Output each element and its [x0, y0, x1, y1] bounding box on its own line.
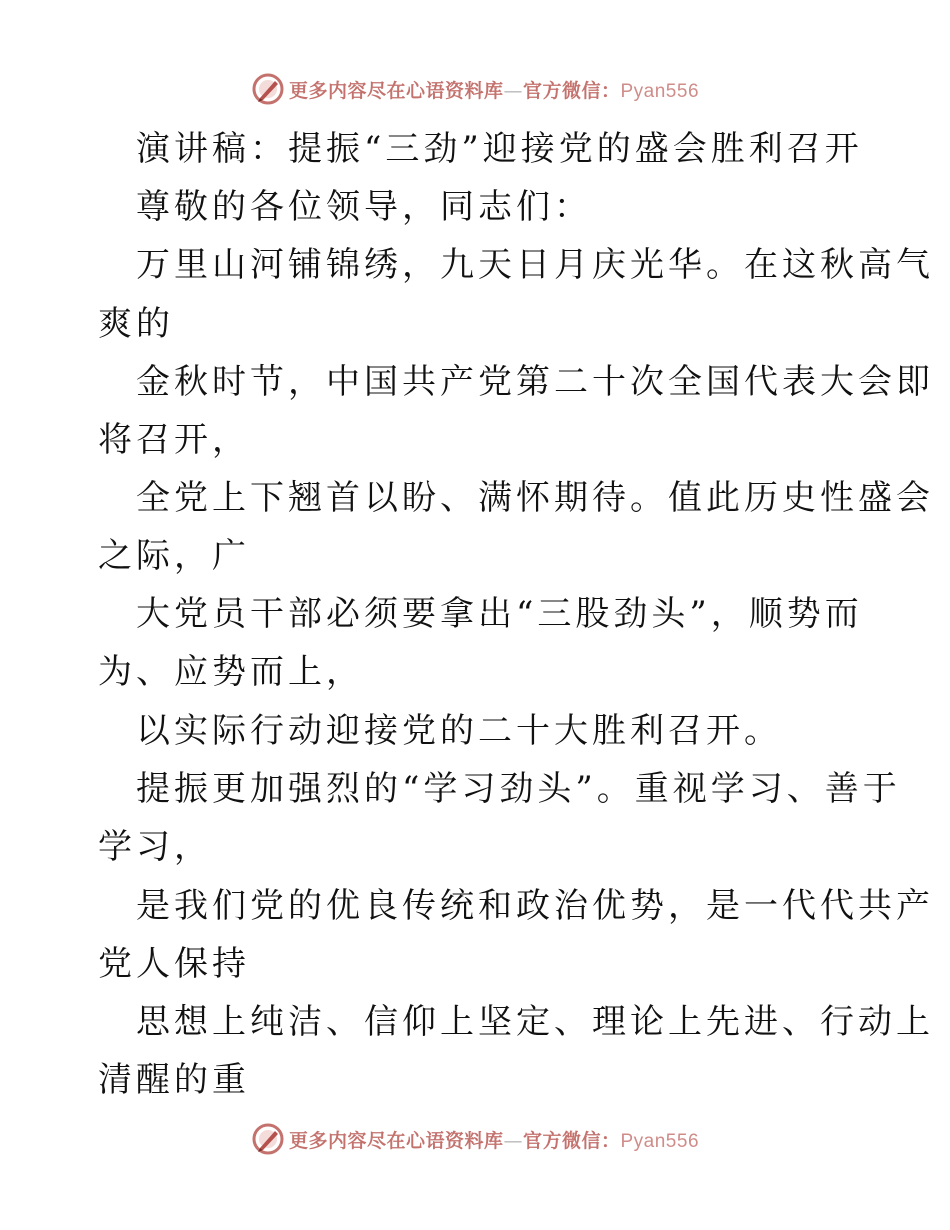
text-line: 将召开，: [98, 420, 250, 460]
text-line: 思想上纯洁、信仰上坚定、理论上先进、行动上: [136, 1002, 934, 1042]
text-line: 全党上下翘首以盼、满怀期待。值此历史性盛会: [136, 478, 934, 518]
text-line: 党人保持: [98, 944, 250, 984]
pen-logo-icon: [251, 1122, 285, 1156]
text-line: 大党员干部必须要拿出“三股劲头”，顺势而: [136, 594, 863, 634]
text-line: 学习，: [98, 827, 212, 867]
document-title: 演讲稿：提振“三劲”迎接党的盛会胜利召开: [136, 129, 863, 169]
text-line: 之际，广: [98, 536, 250, 576]
footer-brand: 更多内容尽在心语资料库: [288, 1129, 504, 1152]
footer-watermark-text: [289, 1126, 699, 1153]
header-brand: 更多内容尽在心语资料库: [288, 79, 504, 102]
text-line: 提振更加强烈的“学习劲头”。重视学习、善于: [136, 769, 901, 809]
text-line: 爽的: [98, 304, 174, 344]
footer-separator: —: [503, 1129, 523, 1152]
header-wechat-id: Pyan556: [620, 80, 700, 102]
footer-wechat-id: Pyan556: [620, 1130, 700, 1152]
text-line: 金秋时节，中国共产党第二十次全国代表大会即: [136, 362, 934, 402]
header-contact-label: 官方微信：: [522, 79, 621, 102]
text-line: 以实际行动迎接党的二十大胜利召开。: [136, 711, 782, 751]
text-line: 万里山河铺锦绣，九天日月庆光华。在这秋高气: [136, 245, 934, 285]
text-line: 清醒的重: [98, 1060, 250, 1100]
text-line: 尊敬的各位领导，同志们：: [136, 187, 592, 227]
text-line: 是我们党的优良传统和政治优势，是一代代共产: [136, 886, 934, 926]
header-separator: —: [503, 79, 523, 102]
footer-watermark: [0, 1121, 950, 1157]
text-line: 为、应势而上，: [98, 652, 364, 692]
footer-contact-label: 官方微信：: [522, 1129, 621, 1152]
